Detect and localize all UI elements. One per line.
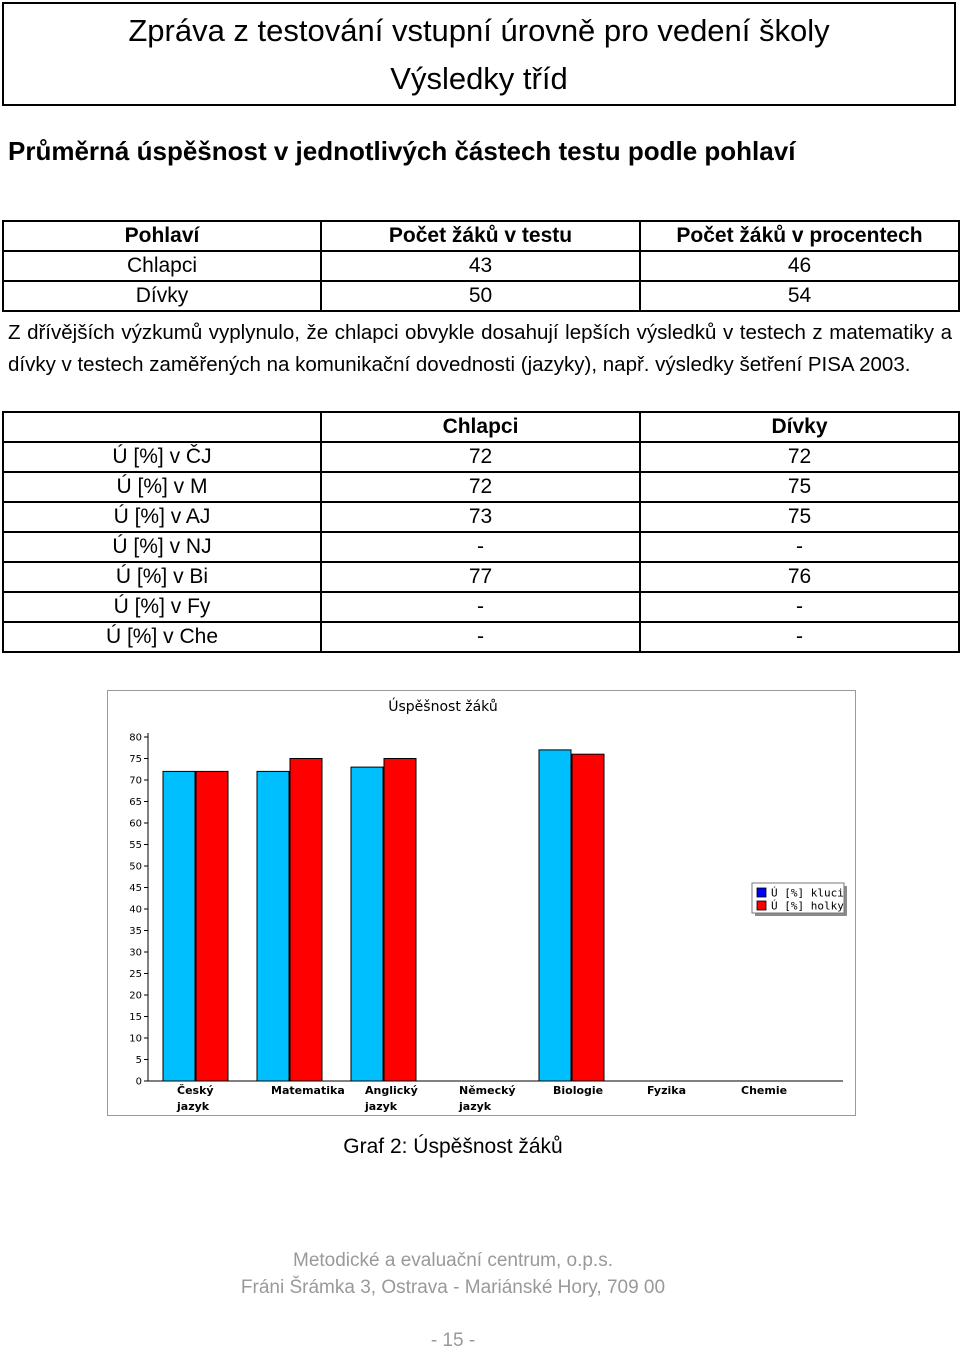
x-tick-label: jazyk bbox=[459, 1100, 492, 1113]
table-cell: - bbox=[321, 532, 640, 562]
x-tick-label: Matematika bbox=[271, 1084, 345, 1097]
x-tick-label: Fyzika bbox=[647, 1084, 686, 1097]
report-title: Zpráva z testování vstupní úrovně pro vedení školy bbox=[128, 13, 830, 48]
table-cell: Chlapci bbox=[3, 251, 321, 281]
y-tick-label: 75 bbox=[129, 754, 142, 765]
footer-address: Fráni Šrámka 3, Ostrava - Mariánské Hory, 709 00 bbox=[240, 1277, 666, 1298]
table-cell: Dívky bbox=[3, 281, 321, 311]
intro-paragraph: Z dřívějších výzkumů vyplynulo, že chlapci obvykle dosahují lepších výsledků v testech z matematiky a dívky v testech zaměřených na komunikační dovednosti (jazyky), např. výsledky šetření PISA 2003. bbox=[8, 321, 952, 376]
x-tick-label: jazyk bbox=[365, 1100, 398, 1113]
table-cell: - bbox=[640, 532, 959, 562]
table-cell: 54 bbox=[640, 281, 959, 311]
y-tick-label: 80 bbox=[129, 732, 142, 744]
y-tick-label: 25 bbox=[129, 969, 142, 980]
y-tick-label: 30 bbox=[129, 947, 142, 959]
y-tick-label: 45 bbox=[129, 883, 142, 894]
footer-organization: Metodické a evaluační centrum, o.p.s. bbox=[293, 1250, 613, 1271]
y-tick-label: 0 bbox=[135, 1076, 142, 1088]
report-header bbox=[2, 2, 956, 106]
table-row bbox=[3, 442, 959, 472]
table-cell: 73 bbox=[321, 502, 640, 532]
table-header-row bbox=[3, 412, 959, 442]
y-tick-label: 15 bbox=[129, 1012, 142, 1023]
table-cell: Ú [%] v Bi bbox=[3, 562, 321, 592]
table-row bbox=[3, 502, 959, 532]
table-cell: - bbox=[321, 592, 640, 622]
table-cell: 72 bbox=[321, 442, 640, 472]
table-cell: 43 bbox=[321, 251, 640, 281]
legend-label: Ú [%] holky bbox=[771, 899, 844, 913]
chart-caption: Graf 2: Úspěšnost žáků bbox=[343, 1135, 563, 1158]
table-cell: Ú [%] v NJ bbox=[3, 532, 321, 562]
bar-girls bbox=[572, 754, 604, 1081]
table-row bbox=[3, 622, 959, 652]
success-chart bbox=[107, 690, 856, 1116]
table-header-cell: Chlapci bbox=[321, 412, 640, 442]
bar-boys bbox=[351, 767, 383, 1081]
y-tick-label: 50 bbox=[129, 861, 142, 873]
table-cell: 76 bbox=[640, 562, 959, 592]
table-row bbox=[3, 562, 959, 592]
table-cell: Ú [%] v M bbox=[3, 472, 321, 502]
x-tick-label: Biologie bbox=[553, 1084, 604, 1097]
success-rate-table bbox=[2, 411, 960, 653]
legend-swatch bbox=[757, 888, 766, 897]
y-tick-label: 20 bbox=[129, 990, 142, 1002]
page-number: - 15 - bbox=[430, 1330, 476, 1351]
table-cell: 46 bbox=[640, 251, 959, 281]
gender-count-table bbox=[2, 220, 960, 312]
bar-boys bbox=[539, 750, 571, 1081]
bar-girls bbox=[196, 771, 228, 1081]
table-cell: - bbox=[640, 592, 959, 622]
x-tick-label: Chemie bbox=[741, 1084, 788, 1097]
table-cell: Ú [%] v Che bbox=[3, 622, 321, 652]
bar-girls bbox=[384, 759, 416, 1082]
x-tick-label: Německý bbox=[459, 1084, 516, 1097]
table-row bbox=[3, 281, 959, 311]
table-cell: 72 bbox=[640, 442, 959, 472]
table-header-row bbox=[3, 221, 959, 251]
bar-boys bbox=[163, 771, 195, 1081]
table-cell: 72 bbox=[321, 472, 640, 502]
section-title: Průměrná úspěšnost v jednotlivých částech testu podle pohlaví bbox=[8, 136, 796, 166]
table-cell: 77 bbox=[321, 562, 640, 592]
x-tick-label: jazyk bbox=[177, 1100, 210, 1113]
y-tick-label: 55 bbox=[129, 840, 142, 851]
table-header-cell: Dívky bbox=[640, 412, 959, 442]
table-cell: - bbox=[321, 622, 640, 652]
y-tick-label: 40 bbox=[129, 904, 142, 916]
bar-boys bbox=[257, 771, 289, 1081]
table-row bbox=[3, 251, 959, 281]
y-tick-label: 5 bbox=[135, 1055, 142, 1066]
chart-svg bbox=[108, 691, 855, 1115]
bar-girls bbox=[290, 759, 322, 1082]
table-cell: - bbox=[640, 622, 959, 652]
y-tick-label: 10 bbox=[129, 1033, 142, 1045]
chart-title: Úspěšnost žáků bbox=[388, 699, 498, 715]
table-header-cell: Pohlaví bbox=[3, 221, 321, 251]
x-tick-label: Anglický bbox=[365, 1084, 418, 1097]
table-row bbox=[3, 592, 959, 622]
table-cell: 75 bbox=[640, 502, 959, 532]
y-tick-label: 60 bbox=[129, 818, 142, 830]
table-cell: 75 bbox=[640, 472, 959, 502]
x-tick-label: Český bbox=[177, 1084, 214, 1097]
legend-swatch bbox=[757, 901, 766, 910]
y-tick-label: 35 bbox=[129, 926, 142, 937]
y-tick-label: 65 bbox=[129, 797, 142, 808]
table-header-cell: Počet žáků v testu bbox=[321, 221, 640, 251]
table-cell: 50 bbox=[321, 281, 640, 311]
table-row bbox=[3, 472, 959, 502]
table-header-cell bbox=[3, 412, 321, 442]
legend-label: Ú [%] kluci bbox=[771, 886, 844, 900]
table-cell: Ú [%] v ČJ bbox=[3, 442, 321, 472]
table-cell: Ú [%] v Fy bbox=[3, 592, 321, 622]
y-tick-label: 70 bbox=[129, 775, 142, 787]
report-subtitle: Výsledky tříd bbox=[390, 61, 568, 96]
table-header-cell: Počet žáků v procentech bbox=[640, 221, 959, 251]
table-row bbox=[3, 532, 959, 562]
table-cell: Ú [%] v AJ bbox=[3, 502, 321, 532]
